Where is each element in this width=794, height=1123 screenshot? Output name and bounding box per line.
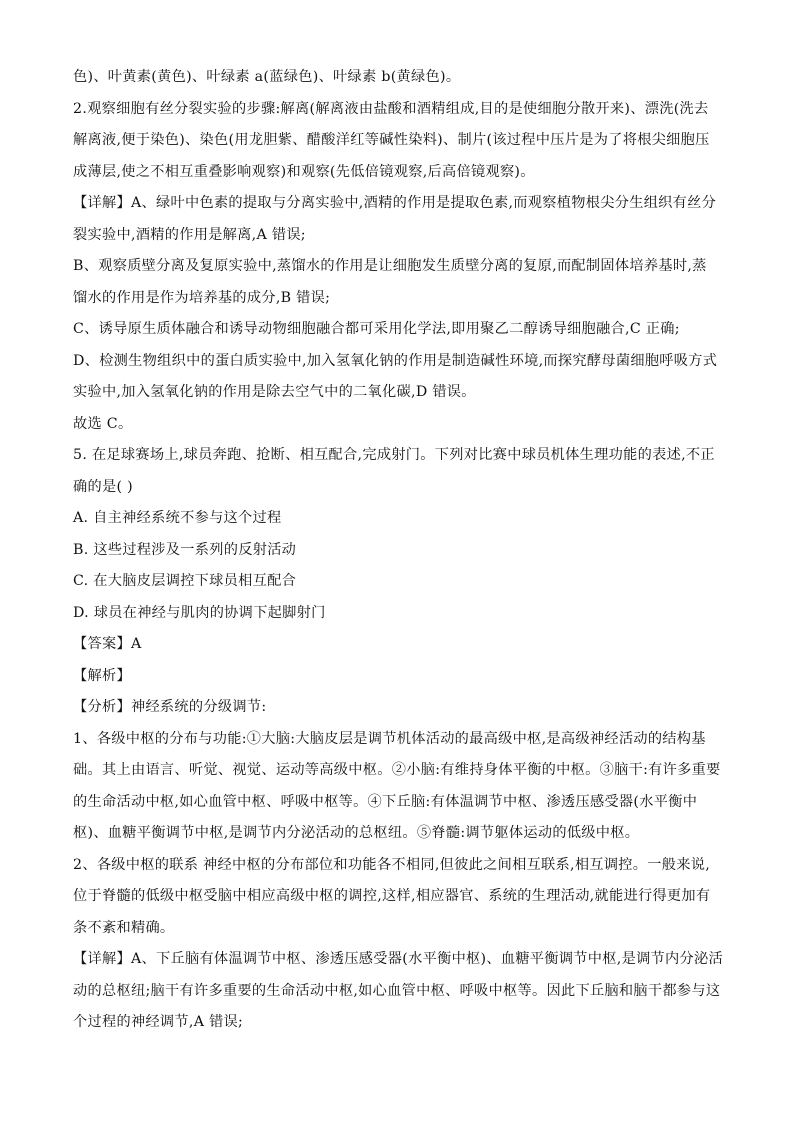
text-line: D. 球员在神经与肌肉的协调下起脚射门 bbox=[73, 604, 326, 621]
text-line: 成薄层,使之不相互重叠影响观察)和观察(先低倍镜观察,后高倍镜观察)。 bbox=[73, 163, 535, 180]
paragraph-p11 bbox=[73, 566, 723, 598]
text-line: 础。其上由语言、听觉、视觉、运动等高级中枢。②小脑:有维持身体平衡的中枢。③脑干:有许多重要 bbox=[73, 762, 721, 778]
paragraph-p2 bbox=[73, 94, 723, 189]
text-line: 动的总枢纽;脑干有许多重要的生命活动中枢,如心血管中枢、呼吸中枢等。因此下丘脑和脑干都参与这 bbox=[73, 982, 721, 999]
text-line: C. 在大脑皮层调控下球员相互配合 bbox=[73, 573, 297, 589]
paragraph-p14 bbox=[73, 661, 723, 693]
paragraph-p7 bbox=[73, 409, 723, 441]
document-body bbox=[73, 62, 723, 1039]
paragraph-p6 bbox=[73, 346, 723, 409]
text-line: 5. 在足球赛场上,球员奔跑、抢断、相互配合,完成射门。下列对比赛中球员机体生理功能的表述,不正 bbox=[73, 447, 715, 463]
text-line: 裂实验中,酒精的作用是解离,A 错误; bbox=[73, 226, 306, 243]
text-line: A. 自主神经系统不参与这个过程 bbox=[73, 510, 282, 526]
text-line: 条不紊和精确。 bbox=[73, 919, 175, 936]
text-line: 【答案】A bbox=[73, 636, 142, 652]
paragraph-p5 bbox=[73, 314, 723, 346]
text-line: C、诱导原生质体融合和诱导动物细胞融合都可采用化学法,即用聚乙二醇诱导细胞融合,C 正确; bbox=[73, 321, 680, 337]
text-line: 的生命活动中枢,如心血管中枢、呼吸中枢等。④下丘脑:有体温调节中枢、渗透压感受器(水平衡中 bbox=[73, 793, 698, 810]
paragraph-p10 bbox=[73, 535, 723, 567]
text-line: 确的是( ) bbox=[73, 478, 133, 495]
paragraph-p9 bbox=[73, 503, 723, 535]
text-line: B、观察质壁分离及复原实验中,蒸馏水的作用是让细胞发生质壁分离的复原,而配制固体培养基时,蒸 bbox=[73, 258, 707, 274]
text-line: D、检测生物组织中的蛋白质实验中,加入氢氧化钠的作用是制造碱性环境,而探究酵母菌细胞呼吸方式 bbox=[73, 352, 718, 369]
paragraph-p3 bbox=[73, 188, 723, 251]
text-line: 2.观察细胞有丝分裂实验的步骤:解离(解离液由盐酸和酒精组成,目的是使细胞分散开来)、漂洗(洗去 bbox=[73, 100, 709, 117]
paragraph-p8 bbox=[73, 440, 723, 503]
paragraph-p15 bbox=[73, 692, 723, 724]
paragraph-p17 bbox=[73, 850, 723, 945]
paragraph-p4 bbox=[73, 251, 723, 314]
text-line: 色)、叶黄素(黄色)、叶绿素 a(蓝绿色)、叶绿素 b(黄绿色)。 bbox=[73, 69, 461, 85]
text-line: 1、各级中枢的分布与功能:①大脑:大脑皮层是调节机体活动的最高级中枢,是高级神经活动的结构基 bbox=[73, 730, 706, 747]
text-line: 枢)、血糖平衡调节中枢,是调节内分泌活动的总枢纽。⑤脊髓:调节躯体运动的低级中枢。 bbox=[73, 825, 640, 841]
text-line: B. 这些过程涉及一系列的反射活动 bbox=[73, 541, 297, 558]
paragraph-p18 bbox=[73, 944, 723, 1039]
text-line: 【详解】A、下丘脑有体温调节中枢、渗透压感受器(水平衡中枢)、血糖平衡调节中枢,是调节内分泌活 bbox=[73, 951, 723, 967]
text-line: 【解析】 bbox=[73, 667, 131, 684]
text-line: 实验中,加入氢氧化钠的作用是除去空气中的二氧化碳,D 错误。 bbox=[73, 384, 476, 400]
text-line: 位于脊髓的低级中枢受脑中相应高级中枢的调控,这样,相应器官、系统的生理活动,就能进行得更加有 bbox=[73, 888, 711, 904]
text-line: 馏水的作用是作为培养基的成分,B 错误; bbox=[73, 289, 331, 306]
paragraph-p12 bbox=[73, 598, 723, 630]
text-line: 【分析】神经系统的分级调节: bbox=[73, 699, 267, 715]
paragraph-p1 bbox=[73, 62, 723, 94]
text-line: 解离液,便于染色)、染色(用龙胆紫、醋酸洋红等碱性染料)、制片(该过程中压片是为了将根尖细胞压 bbox=[73, 132, 710, 148]
text-line: 个过程的神经调节,A 错误; bbox=[73, 1014, 244, 1030]
text-line: 【详解】A、绿叶中色素的提取与分离实验中,酒精的作用是提取色素,而观察植物根尖分生组织有丝分 bbox=[73, 195, 717, 211]
paragraph-p16 bbox=[73, 724, 723, 850]
paragraph-p13 bbox=[73, 629, 723, 661]
text-line: 2、各级中枢的联系 神经中枢的分布部位和功能各不相同,但彼此之间相互联系,相互调控。一般来说, bbox=[73, 856, 711, 873]
text-line: 故选 C。 bbox=[73, 415, 133, 432]
